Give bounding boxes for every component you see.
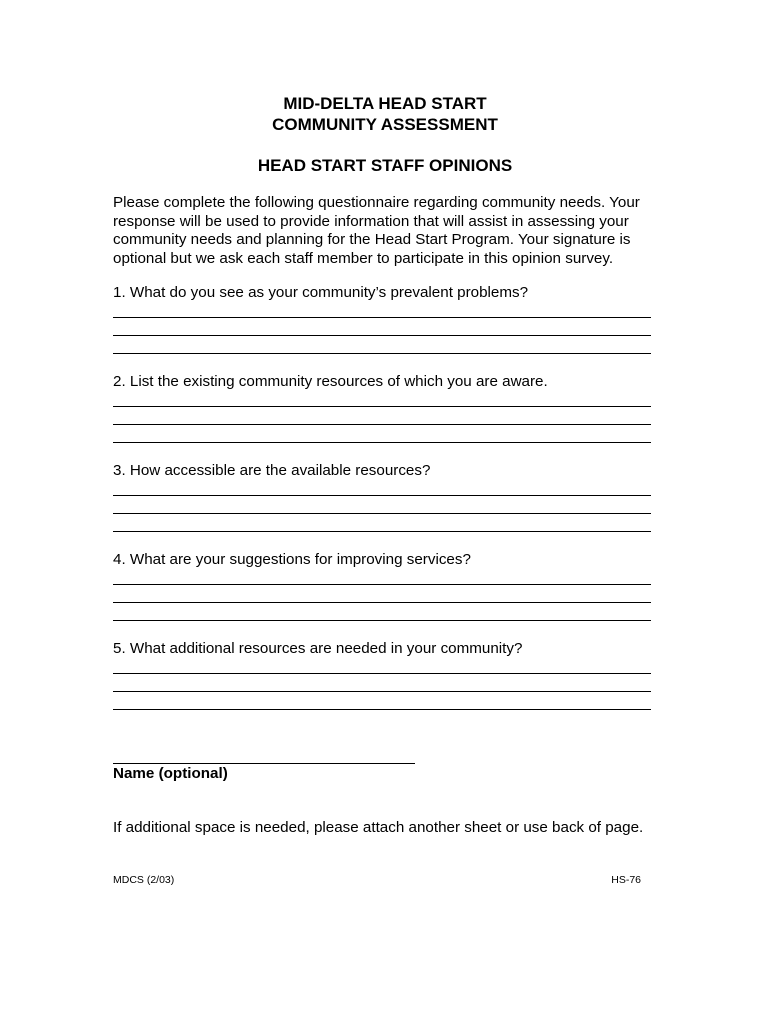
answer-line-q3-3[interactable]: [113, 531, 651, 532]
answer-line-q1-3[interactable]: [113, 353, 651, 354]
answer-line-q3-2[interactable]: [113, 513, 651, 514]
additional-space-note: If additional space is needed, please attach another sheet or use back of page.: [113, 819, 644, 836]
name-signature-line[interactable]: [113, 763, 415, 764]
form-code: MDCS (2/03): [113, 874, 175, 886]
answer-line-q1-1[interactable]: [113, 317, 651, 318]
answer-line-q2-1[interactable]: [113, 406, 651, 407]
intro-line: response will be used to provide information that will assist in assessing your: [113, 212, 629, 230]
question-4: 4. What are your suggestions for improving services?: [113, 551, 471, 568]
question-3: 3. How accessible are the available resources?: [113, 462, 431, 479]
question-2: 2. List the existing community resources of which you are aware.: [113, 373, 548, 390]
question-1: 1. What do you see as your community’s prevalent problems?: [113, 284, 529, 301]
form-number: HS-76: [611, 874, 641, 886]
form-title-line2: COMMUNITY ASSESSMENT: [272, 115, 498, 134]
answer-line-q4-1[interactable]: [113, 584, 651, 585]
intro-line: Please complete the following questionnaire regarding community needs. Your: [113, 194, 640, 211]
intro-line: optional but we ask each staff member to participate in this opinion survey.: [113, 249, 614, 267]
answer-line-q2-2[interactable]: [113, 424, 651, 425]
form-subtitle: HEAD START STAFF OPINIONS: [257, 156, 513, 175]
name-label: Name (optional): [113, 765, 228, 782]
intro-paragraph: [113, 194, 658, 268]
answer-line-q1-2[interactable]: [113, 335, 651, 336]
answer-line-q2-3[interactable]: [113, 442, 651, 443]
answer-line-q4-3[interactable]: [113, 620, 651, 621]
form-title-line1: MID-DELTA HEAD START: [283, 94, 487, 113]
answer-line-q5-1[interactable]: [113, 673, 651, 674]
answer-line-q5-2[interactable]: [113, 691, 651, 692]
intro-line: community needs and planning for the Head Start Program. Your signature is: [113, 231, 631, 248]
answer-line-q3-1[interactable]: [113, 495, 651, 496]
answer-line-q5-3[interactable]: [113, 709, 651, 710]
answer-line-q4-2[interactable]: [113, 602, 651, 603]
question-5: 5. What additional resources are needed in your community?: [113, 640, 523, 657]
